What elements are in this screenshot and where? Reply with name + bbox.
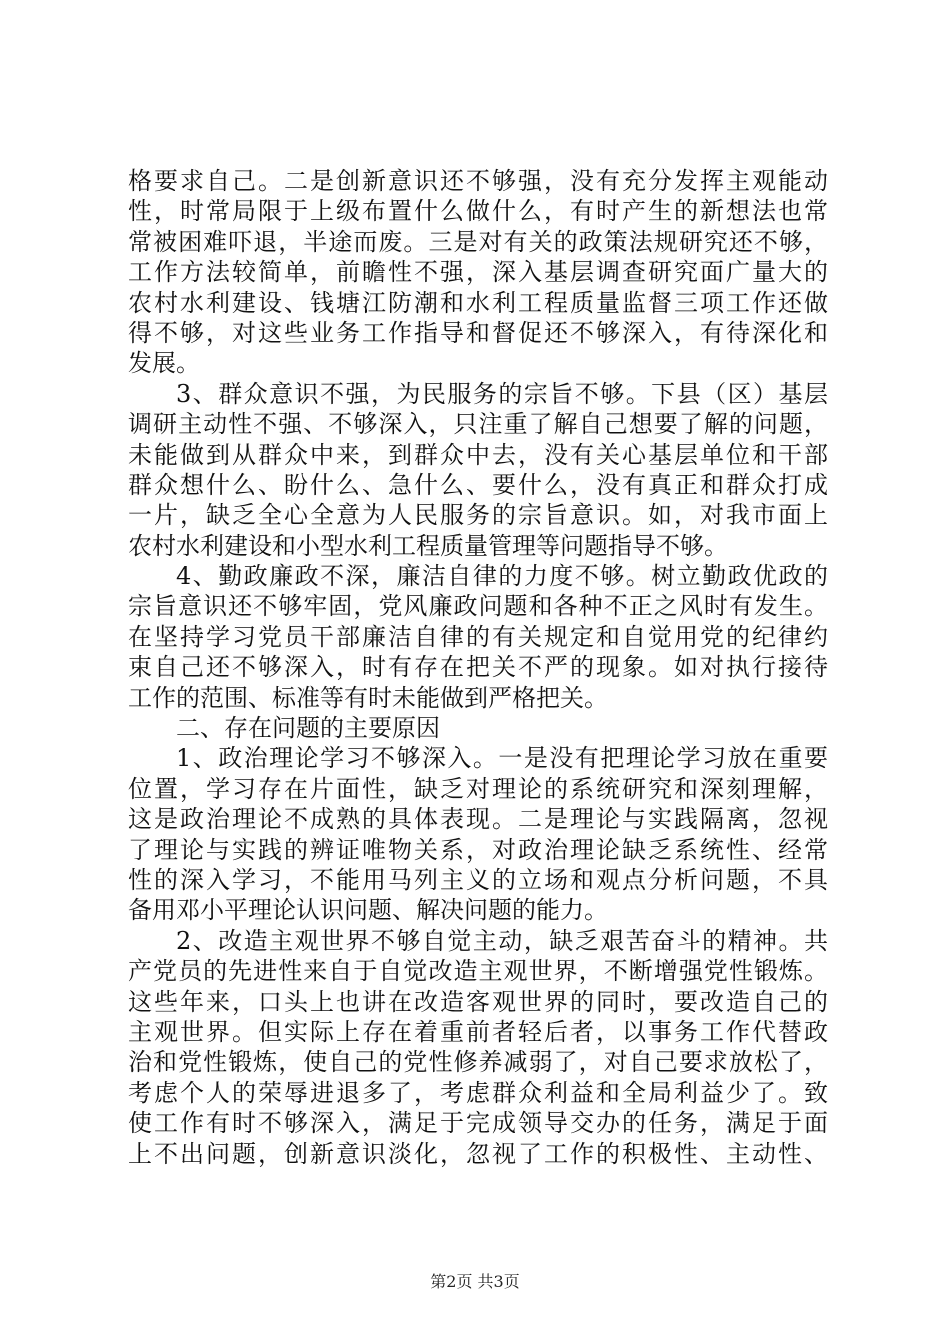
text-line: 这是政治理论不成熟的具体表现。二是理论与实践隔离，忽视	[128, 805, 828, 834]
paragraph-p-3	[128, 379, 828, 561]
paragraph-p-reason-2	[128, 926, 828, 1169]
text-line: 未能做到从群众中来，到群众中去，没有关心基层单位和干部	[128, 440, 828, 469]
paragraph-section-heading-2	[128, 713, 828, 743]
text-line: 位置，学习存在片面性，缺乏对理论的系统研究和深刻理解，	[128, 774, 828, 803]
text-line: 1、政治理论学习不够深入。一是没有把理论学习放在重要	[176, 744, 828, 773]
text-line: 4、勤政廉政不深，廉洁自律的力度不够。树立勤政优政的	[176, 562, 828, 591]
text-line: 使工作有时不够深入，满足于完成领导交办的任务，满足于面	[128, 1109, 828, 1138]
text-line: 常被困难吓退，半途而废。三是对有关的政策法规研究还不够，	[128, 227, 828, 256]
text-line: 得不够，对这些业务工作指导和督促还不够深入，有待深化和	[128, 318, 828, 347]
text-line: 上不出问题，创新意识淡化，忽视了工作的积极性、主动性、	[128, 1139, 828, 1168]
paragraph-p-reason-1	[128, 743, 828, 925]
text-line: 工作的范围、标准等有时未能做到严格把关。	[128, 683, 608, 712]
text-line: 性的深入学习，不能用马列主义的立场和观点分析问题，不具	[128, 865, 828, 894]
text-line: 一片，缺乏全心全意为人民服务的宗旨意识。如，对我市面上	[128, 501, 828, 530]
text-line: 宗旨意识还不够牢固，党风廉政问题和各种不正之风时有发生。	[128, 592, 828, 621]
text-line: 这些年来，口头上也讲在改造客观世界的同时，要改造自己的	[128, 987, 828, 1016]
text-line: 农村水利建设和小型水利工程质量管理等问题指导不够。	[128, 531, 728, 560]
text-line: 2、改造主观世界不够自觉主动，缺乏艰苦奋斗的精神。共	[176, 926, 828, 955]
text-line: 3、群众意识不强，为民服务的宗旨不够。下县（区）基层	[176, 379, 828, 408]
text-line: 主观世界。但实际上存在着重前者轻后者，以事务工作代替政	[128, 1017, 828, 1046]
text-line: 二、存在问题的主要原因	[176, 714, 440, 743]
text-line: 群众想什么、盼什么、急什么、要什么，没有真正和群众打成	[128, 470, 828, 499]
document-body	[128, 166, 828, 1169]
text-line: 备用邓小平理论认识问题、解决问题的能力。	[128, 896, 608, 925]
page-footer	[0, 1272, 950, 1292]
text-line: 在坚持学习党员干部廉洁自律的有关规定和自觉用党的纪律约	[128, 622, 828, 651]
paragraph-p-continued	[128, 166, 828, 379]
text-line: 工作方法较简单，前瞻性不强，深入基层调查研究面广量大的	[128, 258, 828, 287]
text-line: 格要求自己。二是创新意识还不够强，没有充分发挥主观能动	[128, 167, 828, 195]
text-line: 发展。	[128, 349, 200, 378]
text-line: 考虑个人的荣辱进退多了，考虑群众利益和全局利益少了。致	[128, 1078, 828, 1107]
text-line: 了理论与实践的辨证唯物关系，对政治理论缺乏系统性、经常	[128, 835, 828, 864]
page-number-label: 第2页 共3页	[430, 1272, 520, 1291]
paragraph-p-4	[128, 561, 828, 713]
text-line: 调研主动性不强、不够深入，只注重了解自己想要了解的问题，	[128, 410, 828, 439]
text-line: 治和党性锻炼，使自己的党性修养减弱了，对自己要求放松了，	[128, 1048, 828, 1077]
text-line: 农村水利建设、钱塘江防潮和水利工程质量监督三项工作还做	[128, 288, 828, 317]
text-line: 性，时常局限于上级布置什么做什么，有时产生的新想法也常	[128, 197, 828, 226]
text-line: 束自己还不够深入，时有存在把关不严的现象。如对执行接待	[128, 653, 828, 682]
text-line: 产党员的先进性来自于自觉改造主观世界，不断增强党性锻炼。	[128, 957, 828, 986]
